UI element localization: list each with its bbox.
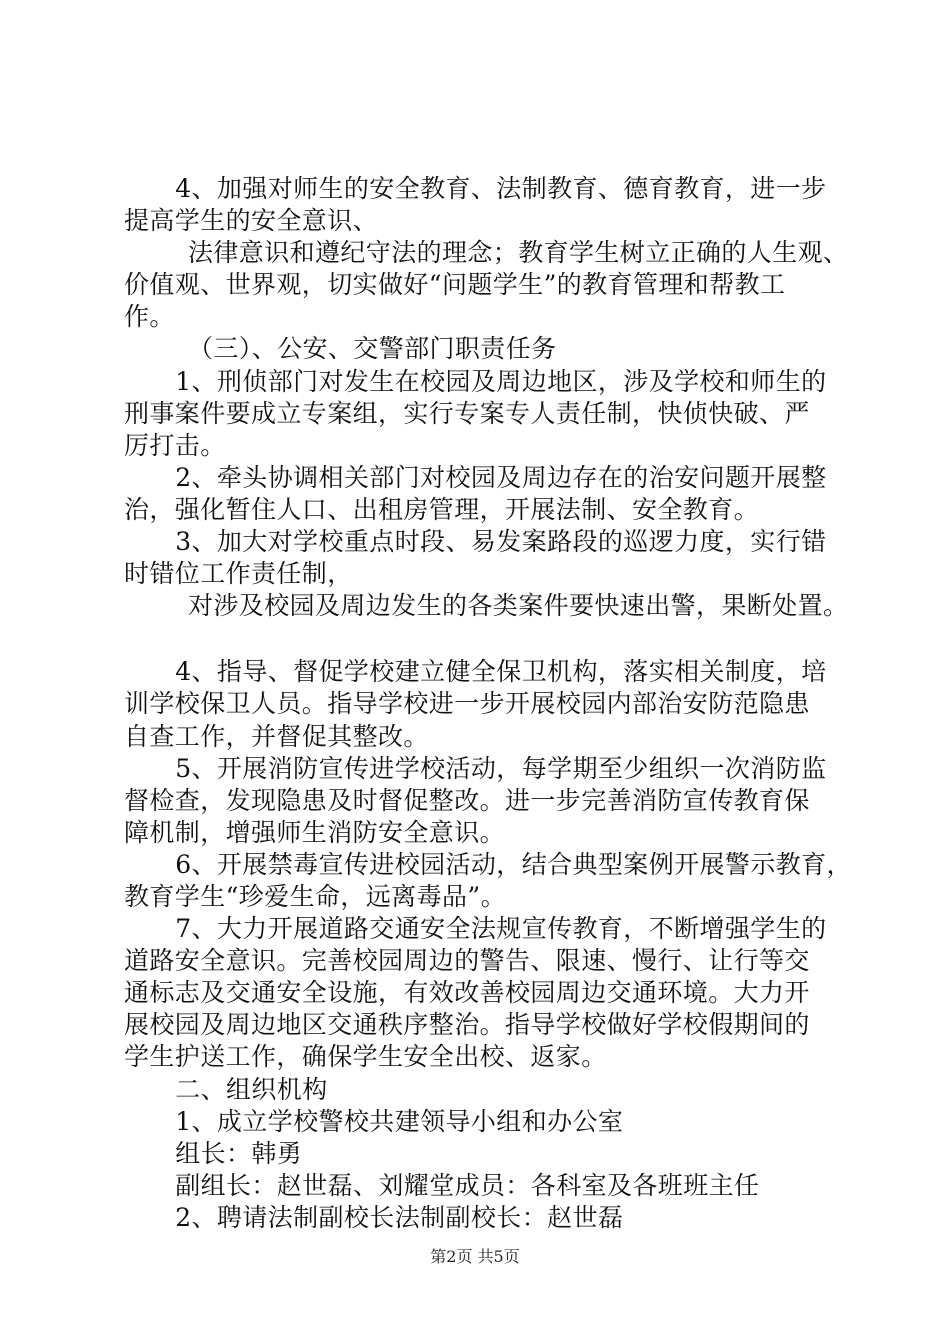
page-footer: 第2页 共5页 bbox=[430, 1247, 520, 1266]
text-line: 道路安全意识。完善校园周边的警告、限速、慢行、让行等交 bbox=[124, 946, 810, 976]
text-line: 1、成立学校警校共建领导小组和办公室 bbox=[175, 1106, 624, 1136]
text-line: 2、牵头协调相关部门对校园及周边存在的治安问题开展整 bbox=[175, 462, 827, 492]
text-line: 刑事案件要成立专案组，实行专案专人责任制，快侦快破、严 bbox=[124, 398, 810, 428]
text-line: 6、开展禁毒宣传进校园活动，结合典型案例开展警示教育， bbox=[175, 849, 852, 879]
text-line: 7、大力开展道路交通安全法规宣传教育，不断增强学生的 bbox=[175, 914, 827, 944]
text-line: 4、加强对师生的安全教育、法制教育、德育教育，进一步 bbox=[175, 174, 827, 203]
text-line: 治，强化暂住人口、出租房管理，开展法制、安全教育。 bbox=[124, 494, 760, 524]
text-line: 作。 bbox=[124, 302, 175, 332]
text-line: （三）、公安、交警部门职责任务 bbox=[188, 334, 557, 364]
text-line: 教育学生“珍爱生命，远离毒品”。 bbox=[124, 881, 506, 911]
text-line: 时错位工作责任制， bbox=[124, 559, 353, 589]
text-line: 价值观、世界观，切实做好“问题学生”的教育管理和帮教工 bbox=[124, 270, 786, 300]
text-line: 1、刑侦部门对发生在校园及周边地区，涉及学校和师生的 bbox=[175, 366, 827, 396]
text-line: 自查工作，并督促其整改。 bbox=[124, 721, 429, 751]
text-line: 副组长：赵世磊、刘耀堂成员：各科室及各班班主任 bbox=[175, 1170, 760, 1200]
text-line: 组长：韩勇 bbox=[175, 1138, 303, 1168]
text-line: 4、指导、督促学校建立健全保卫机构，落实相关制度，培 bbox=[175, 657, 827, 687]
text-line: 督检查，发现隐患及时督促整改。进一步完善消防宣传教育保 bbox=[124, 785, 810, 815]
text-line: 法律意识和遵纪守法的理念；教育学生树立正确的人生观、 bbox=[188, 238, 849, 268]
text-line: 提高学生的安全意识、 bbox=[124, 206, 379, 236]
text-line: 展校园及周边地区交通秩序整治。指导学校做好学校假期间的 bbox=[124, 1010, 810, 1040]
text-line: 厉打击。 bbox=[124, 430, 226, 460]
text-line: 对涉及校园及周边发生的各类案件要快速出警，果断处置。 bbox=[188, 591, 849, 621]
text-line: 2、聘请法制副校长法制副校长：赵世磊 bbox=[175, 1202, 624, 1232]
document-body bbox=[124, 173, 852, 1234]
text-line: 通标志及交通安全设施，有效改善校园周边交通环境。大力开 bbox=[124, 978, 810, 1008]
text-line: 5、开展消防宣传进学校活动，每学期至少组织一次消防监 bbox=[175, 753, 827, 783]
text-line: 训学校保卫人员。指导学校进一步开展校园内部治安防范隐患 bbox=[124, 689, 810, 719]
text-line: 障机制，增强师生消防安全意识。 bbox=[124, 817, 506, 847]
text-line: 3、加大对学校重点时段、易发案路段的巡逻力度，实行错 bbox=[175, 527, 827, 557]
text-line: 学生护送工作，确保学生安全出校、返家。 bbox=[124, 1042, 607, 1072]
text-line: 二、组织机构 bbox=[175, 1074, 328, 1104]
